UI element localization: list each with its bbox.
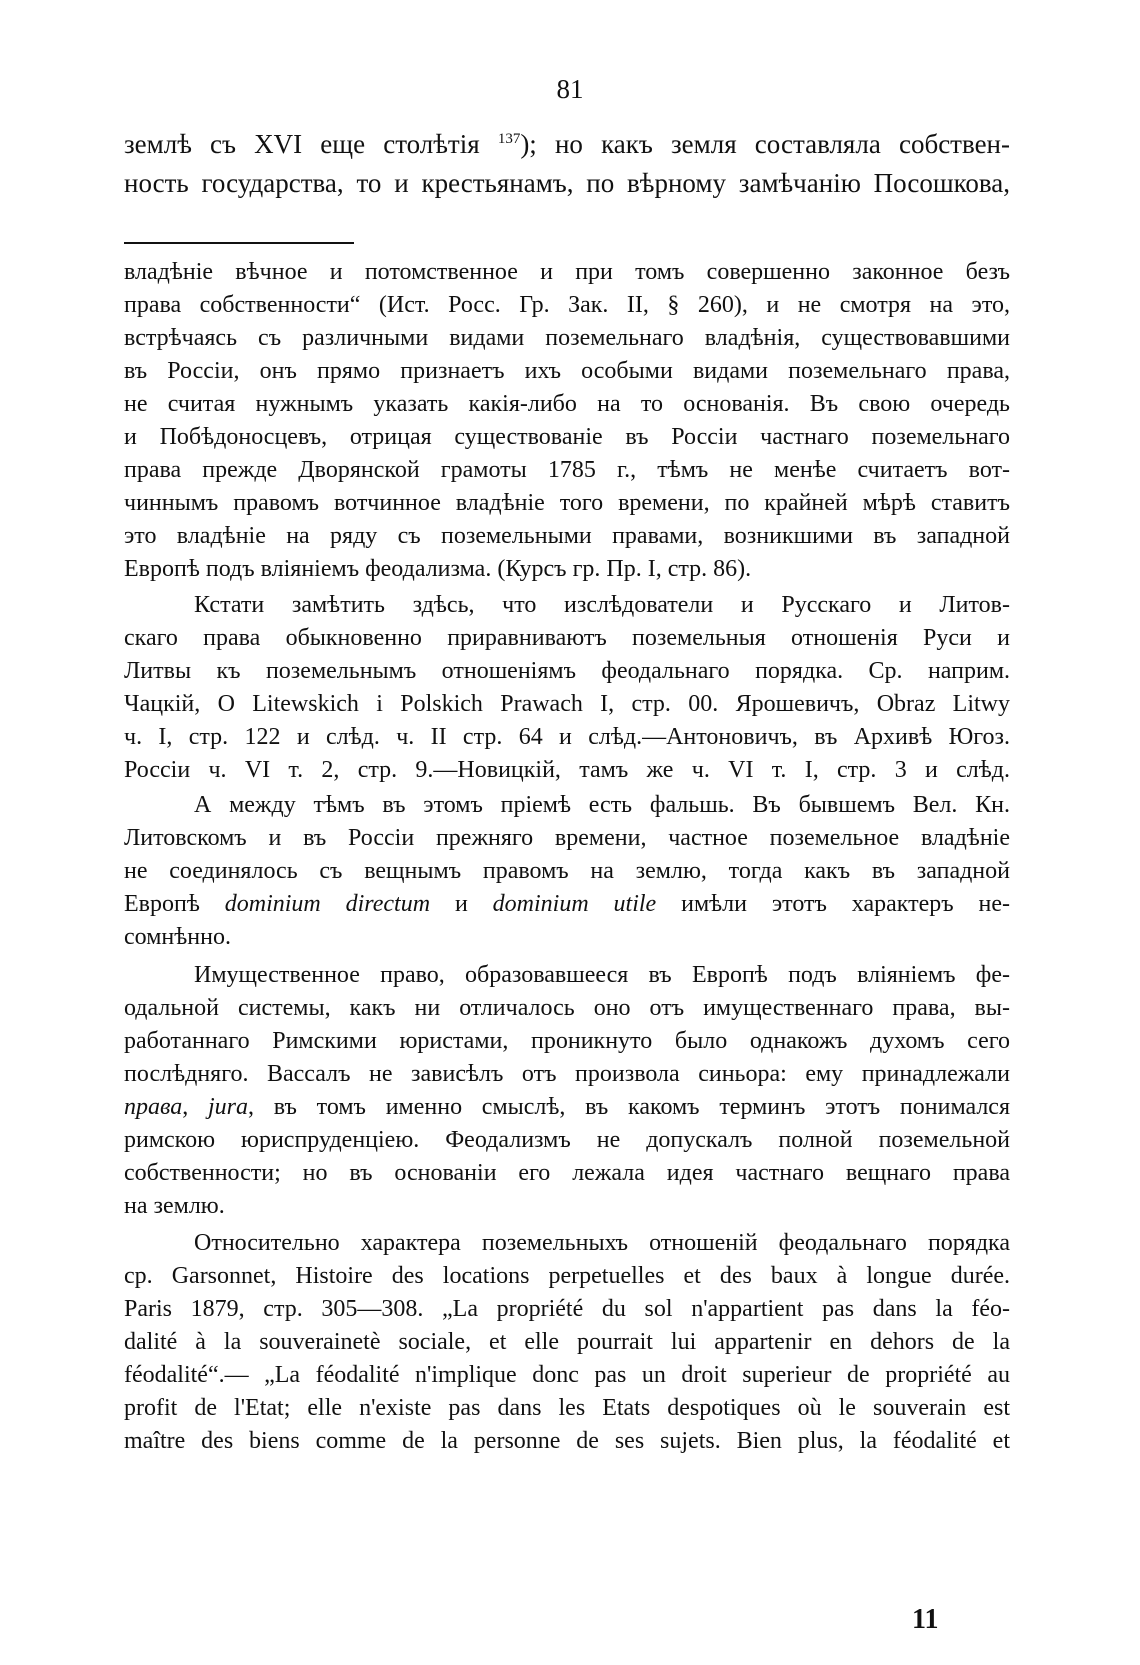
footnote-line: Европѣ подъ вліяніемъ феодализма. (Курсъ гр. Пр. I, стр. 86). [124,556,752,582]
main-text-line-1-start: землѣ съ XVI еще столѣтія [124,129,498,159]
footnote-line: и Побѣдоносцевъ, отрицая существованіе въ Россіи частнаго поземельнаго [124,424,1010,450]
footnote-line: maître des biens comme de la personne de ses sujets. Bien plus, la féodalité et [124,1428,1010,1454]
footnote-line: одальной системы, какъ ни отличалось оно отъ имущественнаго права, вы- [124,995,1010,1021]
footnote-line: права собственности“ (Ист. Росс. Гр. Зак. II, § 260), и не смотря на это, [124,292,1010,318]
page-number: 81 [556,74,584,104]
footnote-line: римскою юриспруденціею. Феодализмъ не допускалъ полной поземельной [124,1127,1010,1153]
text-span: , [182,1094,209,1120]
main-text-line-2: ность государства, то и крестьянамъ, по вѣрному замѣчанію Посошкова, [124,168,1010,198]
text-span: имѣли этотъ характеръ не- [656,891,1011,917]
footnote-line: Относительно характера поземельныхъ отношеній феодальнаго порядка [194,1230,1010,1256]
footnote-line: ч. I, стр. 122 и слѣд. ч. II стр. 64 и слѣд.—Антоновичъ, въ Архивѣ Югоз. [124,724,1010,750]
footnote-line: féodalité“.— „La féodalité n'implique donc pas un droit superieur de propriété au [124,1362,1010,1388]
footnote-line: въ Россіи, онъ прямо признаетъ ихъ особыми видами поземельнаго права, [124,358,1010,384]
footnote-line: права прежде Дворянской грамоты 1785 г., тѣмъ не менѣе считаетъ вот- [124,457,1010,483]
footnote-line: послѣдняго. Вассалъ не зависѣлъ отъ произвола синьора: ему принадлежали [124,1061,1010,1087]
footnote-line: скаго права обыкновенно приравниваютъ поземельныя отношенія Руси и [124,625,1010,651]
latin-term-dominium-directum: dominium directum [224,891,431,917]
main-text-line-1-end: ); но какъ земля составляла собствен- [520,129,1010,159]
text-span: , въ томъ именно смыслѣ, въ какомъ терминъ этотъ понимался [248,1094,1011,1120]
footnote-line: Paris 1879, стр. 305—308. „La propriété du sol n'appartient pas dans la féo- [124,1296,1010,1322]
footnote-line: ср. Garsonnet, Histoire des locations perpetuelles et des baux à longue durée. [124,1263,1010,1289]
footnote-line: А между тѣмъ въ этомъ пріемѣ есть фальшь. Въ бывшемъ Вел. Кн. [194,792,1010,818]
footnote-line: Кстати замѣтить здѣсь, что изслѣдователи и Русскаго и Литов- [194,592,1010,618]
footnote-line-jura [124,1095,1010,1119]
footnote-line: Литвы къ поземельнымъ отношеніямъ феодальнаго порядка. Ср. наприм. [124,658,1010,684]
text-span: и [430,891,493,917]
footnote-line: собственности; но въ основаніи его лежала идея частнаго вещнаго права [124,1160,1010,1186]
printer-signature-mark: 11 [912,1604,939,1635]
footnote-line: сомнѣнно. [124,924,231,950]
main-text-line-1 [124,131,1010,158]
footnote-line: Литовскомъ и въ Россіи прежняго времени, частное поземельное владѣніе [124,825,1010,851]
footnote-line: чиннымъ правомъ вотчинное владѣніе того времени, по крайней мѣрѣ ставитъ [124,490,1010,516]
footnote-separator-rule [124,242,354,244]
footnote-line: dalité à la souverainetè sociale, et elle pourrait lui appartenir en dehors de la [124,1329,1010,1355]
footnote-line: Россіи ч. VI т. 2, стр. 9.—Новицкій, тамъ же ч. VI т. I, стр. 3 и слѣд. [124,757,1010,783]
footnote-line: не соединялось съ вещнымъ правомъ на землю, тогда какъ въ западной [124,858,1010,884]
footnote-line-latin-terms [124,892,1010,916]
italic-term-prava: права [124,1094,183,1120]
footnote-reference: 137 [497,131,521,147]
footnote-line: Имущественное право, образовавшееся въ Европѣ подъ вліяніемъ фе- [194,962,1010,988]
footnote-line: profit de l'Etat; elle n'existe pas dans les Etats despotiques où le souverain est [124,1395,1010,1421]
footnote-line: Чацкій, O Litewskich i Polskich Prawach I, стр. 00. Ярошевичъ, Obraz Litwy [124,691,1010,717]
footnote-line: встрѣчаясь съ различными видами поземельнаго владѣнія, существовавшими [124,325,1010,351]
footnote-line: на землю. [124,1193,225,1219]
text-span: Европѣ [124,891,225,917]
latin-term-dominium-utile: dominium utile [492,891,657,917]
footnote-line: не считая нужнымъ указать какія-либо на то основанія. Въ свою очередь [124,391,1010,417]
footnote-line: работаннаго Римскими юристами, проникнуто было однакожъ духомъ сего [124,1028,1010,1054]
italic-term-jura: jura [208,1094,249,1120]
footnote-line: владѣніе вѣчное и потомственное и при томъ совершенно законное безъ [124,259,1010,285]
footnote-line: это владѣніе на ряду съ поземельными правами, возникшими въ западной [124,523,1010,549]
